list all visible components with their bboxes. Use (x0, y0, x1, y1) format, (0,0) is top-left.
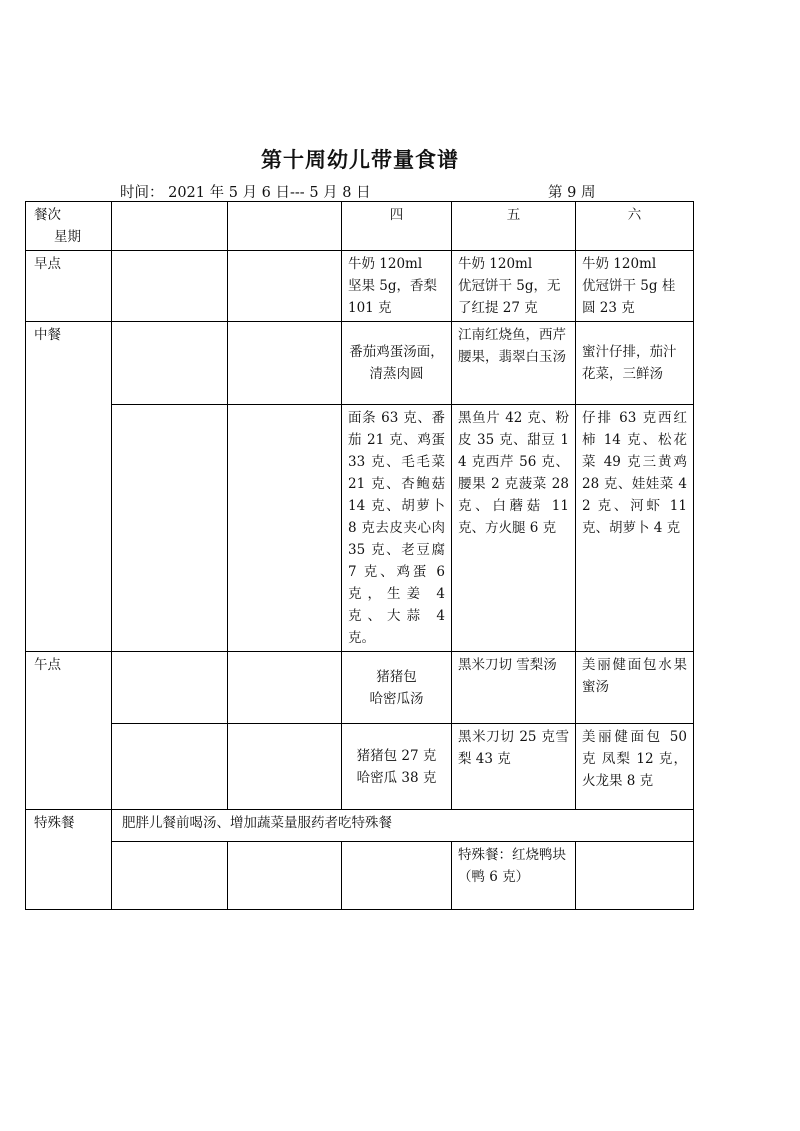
snack-amount-cell (228, 724, 342, 810)
lunch-amount-sat: 仔排 63 克西红柿 14 克、松花菜 49 克三黄鸡 28 克、娃娃菜 42 克、河虾 11 克、胡萝卜 4 克 (576, 405, 694, 652)
meal-label: 餐次 (34, 207, 61, 223)
lunch-label: 中餐 (26, 322, 112, 652)
day-header-fri: 五 (452, 202, 576, 251)
snack-dish-sat: 美丽健面包水果蜜汤 (576, 652, 694, 724)
header-row (26, 202, 694, 251)
lunch-amount-cell (228, 405, 342, 652)
day-header (112, 202, 228, 251)
lunch-amount-thu: 面条 63 克、番茄 21 克、鸡蛋 33 克、毛毛菜 21 克、杏鲍菇 14 克、胡萝卜 8 克去皮夹心肉 35 克、老豆腐 7 克、鸡蛋 6 克，生姜 4 克、大蒜 4 克。 (342, 405, 452, 652)
breakfast-thu: 牛奶 120ml 坚果 5g，香梨 101 克 (342, 251, 452, 322)
breakfast-label: 早点 (26, 251, 112, 322)
snack-amount-thu: 猪猪包 27 克 哈密瓜 38 克 (342, 724, 452, 810)
special-cell-fri: 特殊餐：红烧鸭块（鸭 6 克） (452, 842, 576, 910)
lunch-amount-fri: 黑鱼片 42 克、粉皮 35 克、甜豆 14 克西芹 56 克、腰果 2 克菠菜 28 克、白蘑菇 11 克、方火腿 6 克 (452, 405, 576, 652)
day-header-thu: 四 (342, 202, 452, 251)
special-note-row (26, 810, 694, 842)
snack-amount-row (26, 724, 694, 810)
date-range: 时间： 2021 年 5 月 6 日--- 5 月 8 日 (120, 185, 371, 201)
day-header-sat: 六 (576, 202, 694, 251)
header-label-cell (26, 202, 112, 251)
page-title: 第十周幼儿带量食谱 (261, 147, 459, 172)
breakfast-cell (228, 251, 342, 322)
special-cell-thu (342, 842, 452, 910)
special-meal-row (26, 842, 694, 910)
breakfast-fri: 牛奶 120ml 优冠饼干 5g，无了红提 27 克 (452, 251, 576, 322)
snack-amount-cell (112, 724, 228, 810)
breakfast-sat: 牛奶 120ml 优冠饼干 5g 桂圆 23 克 (576, 251, 694, 322)
lunch-dish-thu: 番茄鸡蛋汤面，清蒸肉圆 (342, 322, 452, 405)
day-header (228, 202, 342, 251)
lunch-amount-cell (112, 405, 228, 652)
week-number: 第 9 周 (548, 185, 596, 201)
menu-table (25, 201, 694, 910)
weekday-label: 星期 (54, 229, 81, 245)
lunch-dish-sat: 蜜汁仔排，茄汁花菜，三鲜汤 (576, 322, 694, 405)
snack-label: 午点 (26, 652, 112, 810)
special-cell (112, 842, 228, 910)
lunch-dish-cell (228, 322, 342, 405)
breakfast-cell (112, 251, 228, 322)
lunch-dish-cell (112, 322, 228, 405)
lunch-dish-row (26, 322, 694, 405)
snack-dish-cell (228, 652, 342, 724)
snack-amount-fri: 黑米刀切 25 克雪梨 43 克 (452, 724, 576, 810)
special-cell-sat (576, 842, 694, 910)
snack-dish-cell (112, 652, 228, 724)
breakfast-row (26, 251, 694, 322)
snack-dish-fri: 黑米刀切 雪梨汤 (452, 652, 576, 724)
special-note: 肥胖儿餐前喝汤、增加蔬菜量服药者吃特殊餐 (112, 810, 694, 842)
lunch-dish-fri: 江南红烧鱼，西芹腰果，翡翠白玉汤 (452, 322, 576, 405)
special-label: 特殊餐 (26, 810, 112, 910)
snack-dish-row (26, 652, 694, 724)
snack-dish-thu: 猪猪包 哈密瓜汤 (342, 652, 452, 724)
snack-amount-sat: 美丽健面包 50 克 凤梨 12 克，火龙果 8 克 (576, 724, 694, 810)
special-cell (228, 842, 342, 910)
lunch-amount-row (26, 405, 694, 652)
